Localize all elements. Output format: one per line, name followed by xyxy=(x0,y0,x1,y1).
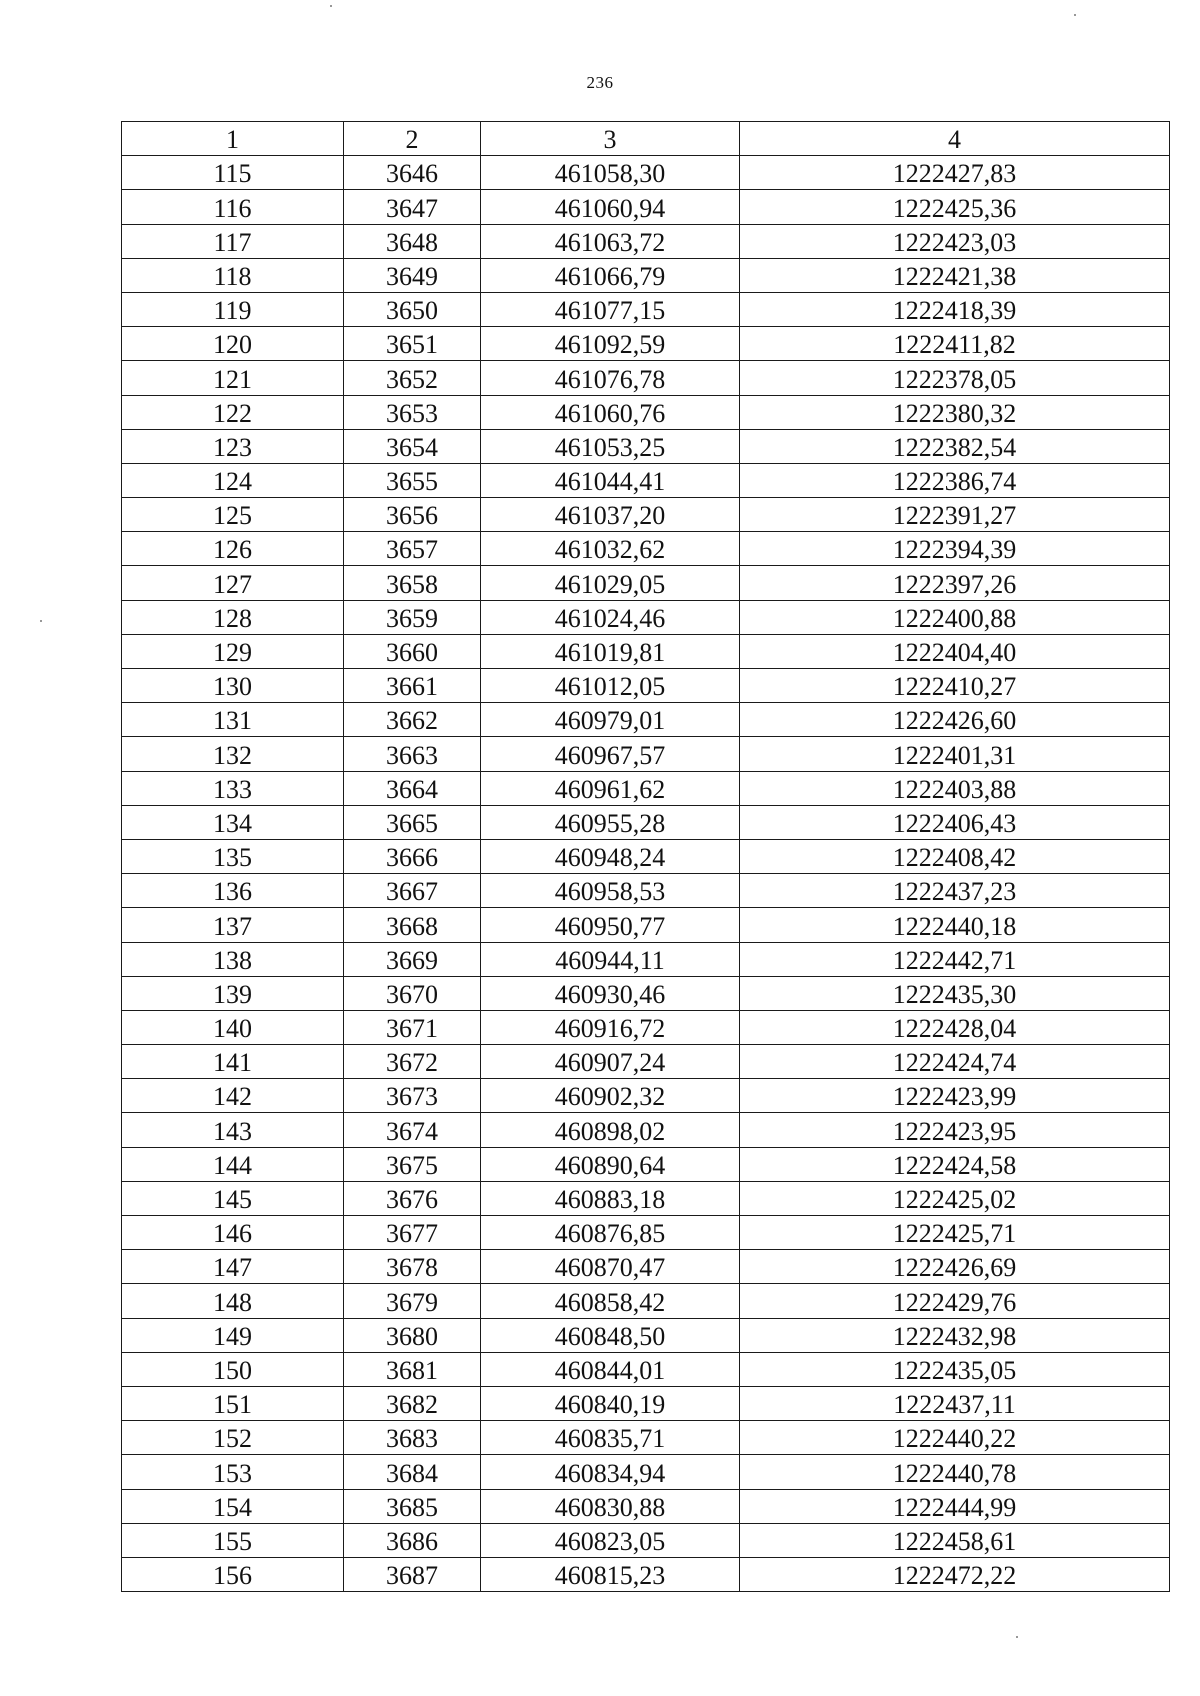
cell-point-number: 116 xyxy=(122,190,344,224)
cell-coordinate-y: 1222426,69 xyxy=(740,1250,1170,1284)
column-header-2: 2 xyxy=(344,122,481,156)
table-row xyxy=(122,1352,1170,1386)
cell-coordinate-x: 460823,05 xyxy=(481,1523,740,1557)
cell-coordinate-y: 1222425,71 xyxy=(740,1216,1170,1250)
cell-point-number: 143 xyxy=(122,1113,344,1147)
cell-point-id: 3651 xyxy=(344,327,481,361)
cell-point-number: 129 xyxy=(122,634,344,668)
cell-point-id: 3677 xyxy=(344,1216,481,1250)
table-row xyxy=(122,463,1170,497)
cell-point-number: 146 xyxy=(122,1216,344,1250)
cell-coordinate-y: 1222428,04 xyxy=(740,1010,1170,1044)
cell-coordinate-y: 1222425,36 xyxy=(740,190,1170,224)
cell-coordinate-x: 461077,15 xyxy=(481,292,740,326)
cell-point-id: 3673 xyxy=(344,1079,481,1113)
cell-coordinate-x: 461063,72 xyxy=(481,224,740,258)
cell-coordinate-x: 460950,77 xyxy=(481,908,740,942)
cell-coordinate-y: 1222397,26 xyxy=(740,566,1170,600)
table-row xyxy=(122,327,1170,361)
cell-coordinate-y: 1222472,22 xyxy=(740,1557,1170,1591)
cell-point-number: 144 xyxy=(122,1147,344,1181)
cell-point-number: 121 xyxy=(122,361,344,395)
cell-point-id: 3672 xyxy=(344,1045,481,1079)
table-row xyxy=(122,429,1170,463)
table-row xyxy=(122,1489,1170,1523)
cell-point-number: 140 xyxy=(122,1010,344,1044)
cell-point-number: 130 xyxy=(122,669,344,703)
cell-coordinate-x: 461076,78 xyxy=(481,361,740,395)
cell-coordinate-y: 1222440,18 xyxy=(740,908,1170,942)
cell-point-number: 131 xyxy=(122,703,344,737)
cell-coordinate-x: 461092,59 xyxy=(481,327,740,361)
cell-coordinate-y: 1222426,60 xyxy=(740,703,1170,737)
cell-point-number: 148 xyxy=(122,1284,344,1318)
cell-coordinate-x: 460876,85 xyxy=(481,1216,740,1250)
cell-point-number: 118 xyxy=(122,258,344,292)
cell-point-id: 3656 xyxy=(344,498,481,532)
cell-coordinate-y: 1222427,83 xyxy=(740,156,1170,190)
cell-point-number: 152 xyxy=(122,1421,344,1455)
cell-coordinate-x: 460858,42 xyxy=(481,1284,740,1318)
cell-coordinate-y: 1222418,39 xyxy=(740,292,1170,326)
cell-coordinate-y: 1222435,05 xyxy=(740,1352,1170,1386)
cell-point-id: 3646 xyxy=(344,156,481,190)
table-row xyxy=(122,292,1170,326)
cell-coordinate-x: 461037,20 xyxy=(481,498,740,532)
cell-coordinate-y: 1222382,54 xyxy=(740,429,1170,463)
cell-point-number: 155 xyxy=(122,1523,344,1557)
cell-point-id: 3663 xyxy=(344,737,481,771)
cell-point-id: 3647 xyxy=(344,190,481,224)
table-row xyxy=(122,1216,1170,1250)
cell-point-number: 154 xyxy=(122,1489,344,1523)
cell-coordinate-y: 1222400,88 xyxy=(740,600,1170,634)
cell-point-id: 3671 xyxy=(344,1010,481,1044)
cell-coordinate-x: 461044,41 xyxy=(481,463,740,497)
table-row xyxy=(122,1147,1170,1181)
cell-point-number: 120 xyxy=(122,327,344,361)
table-row xyxy=(122,1455,1170,1489)
table-row xyxy=(122,1045,1170,1079)
cell-coordinate-y: 1222437,23 xyxy=(740,874,1170,908)
cell-point-number: 147 xyxy=(122,1250,344,1284)
cell-point-number: 145 xyxy=(122,1181,344,1215)
table-row xyxy=(122,1250,1170,1284)
cell-coordinate-y: 1222410,27 xyxy=(740,669,1170,703)
cell-coordinate-x: 460834,94 xyxy=(481,1455,740,1489)
cell-coordinate-y: 1222442,71 xyxy=(740,942,1170,976)
table-row xyxy=(122,908,1170,942)
cell-coordinate-y: 1222424,58 xyxy=(740,1147,1170,1181)
cell-point-id: 3666 xyxy=(344,839,481,873)
cell-point-id: 3660 xyxy=(344,634,481,668)
cell-coordinate-x: 460961,62 xyxy=(481,771,740,805)
cell-coordinate-x: 461058,30 xyxy=(481,156,740,190)
cell-point-id: 3664 xyxy=(344,771,481,805)
cell-coordinate-y: 1222423,03 xyxy=(740,224,1170,258)
cell-point-number: 119 xyxy=(122,292,344,326)
cell-coordinate-x: 461024,46 xyxy=(481,600,740,634)
cell-coordinate-y: 1222444,99 xyxy=(740,1489,1170,1523)
table-row xyxy=(122,874,1170,908)
cell-coordinate-y: 1222423,95 xyxy=(740,1113,1170,1147)
cell-coordinate-y: 1222421,38 xyxy=(740,258,1170,292)
table-row xyxy=(122,156,1170,190)
cell-point-number: 126 xyxy=(122,532,344,566)
cell-point-number: 122 xyxy=(122,395,344,429)
cell-coordinate-x: 461012,05 xyxy=(481,669,740,703)
cell-coordinate-x: 460930,46 xyxy=(481,976,740,1010)
cell-point-id: 3655 xyxy=(344,463,481,497)
scan-speck xyxy=(1074,14,1076,16)
table-row xyxy=(122,224,1170,258)
scan-speck xyxy=(330,5,332,7)
cell-point-id: 3654 xyxy=(344,429,481,463)
cell-point-number: 153 xyxy=(122,1455,344,1489)
cell-point-number: 150 xyxy=(122,1352,344,1386)
cell-coordinate-y: 1222429,76 xyxy=(740,1284,1170,1318)
cell-point-number: 142 xyxy=(122,1079,344,1113)
cell-point-id: 3679 xyxy=(344,1284,481,1318)
cell-point-number: 141 xyxy=(122,1045,344,1079)
cell-point-number: 127 xyxy=(122,566,344,600)
cell-coordinate-x: 460835,71 xyxy=(481,1421,740,1455)
table-body xyxy=(122,156,1170,1592)
header-row xyxy=(122,122,1170,156)
cell-point-number: 136 xyxy=(122,874,344,908)
table-row xyxy=(122,395,1170,429)
cell-coordinate-x: 460870,47 xyxy=(481,1250,740,1284)
cell-coordinate-x: 460848,50 xyxy=(481,1318,740,1352)
column-header-4: 4 xyxy=(740,122,1170,156)
cell-coordinate-y: 1222406,43 xyxy=(740,805,1170,839)
cell-point-id: 3682 xyxy=(344,1386,481,1420)
cell-point-id: 3649 xyxy=(344,258,481,292)
cell-point-number: 137 xyxy=(122,908,344,942)
cell-coordinate-y: 1222380,32 xyxy=(740,395,1170,429)
cell-coordinate-x: 460944,11 xyxy=(481,942,740,976)
cell-point-number: 138 xyxy=(122,942,344,976)
cell-coordinate-x: 460902,32 xyxy=(481,1079,740,1113)
table-row xyxy=(122,669,1170,703)
cell-coordinate-y: 1222378,05 xyxy=(740,361,1170,395)
cell-coordinate-x: 461029,05 xyxy=(481,566,740,600)
table-row xyxy=(122,703,1170,737)
cell-point-id: 3650 xyxy=(344,292,481,326)
cell-point-number: 132 xyxy=(122,737,344,771)
cell-point-id: 3659 xyxy=(344,600,481,634)
cell-coordinate-x: 461053,25 xyxy=(481,429,740,463)
cell-coordinate-x: 460883,18 xyxy=(481,1181,740,1215)
table-row xyxy=(122,771,1170,805)
cell-point-id: 3668 xyxy=(344,908,481,942)
cell-point-id: 3681 xyxy=(344,1352,481,1386)
cell-coordinate-x: 460958,53 xyxy=(481,874,740,908)
table-row xyxy=(122,805,1170,839)
table-row xyxy=(122,498,1170,532)
table-row xyxy=(122,361,1170,395)
cell-coordinate-x: 460898,02 xyxy=(481,1113,740,1147)
table-row xyxy=(122,600,1170,634)
cell-coordinate-y: 1222432,98 xyxy=(740,1318,1170,1352)
cell-point-id: 3657 xyxy=(344,532,481,566)
table-row xyxy=(122,532,1170,566)
cell-coordinate-y: 1222458,61 xyxy=(740,1523,1170,1557)
cell-coordinate-y: 1222424,74 xyxy=(740,1045,1170,1079)
cell-point-id: 3653 xyxy=(344,395,481,429)
cell-coordinate-x: 460840,19 xyxy=(481,1386,740,1420)
table-row xyxy=(122,634,1170,668)
cell-point-id: 3685 xyxy=(344,1489,481,1523)
table-row xyxy=(122,566,1170,600)
table-row xyxy=(122,1113,1170,1147)
cell-point-id: 3687 xyxy=(344,1557,481,1591)
cell-point-id: 3667 xyxy=(344,874,481,908)
cell-point-number: 124 xyxy=(122,463,344,497)
cell-point-number: 115 xyxy=(122,156,344,190)
cell-point-number: 134 xyxy=(122,805,344,839)
cell-coordinate-y: 1222411,82 xyxy=(740,327,1170,361)
cell-coordinate-y: 1222404,40 xyxy=(740,634,1170,668)
cell-point-number: 135 xyxy=(122,839,344,873)
cell-coordinate-x: 460907,24 xyxy=(481,1045,740,1079)
scan-speck xyxy=(1016,1636,1018,1638)
cell-coordinate-x: 460948,24 xyxy=(481,839,740,873)
cell-point-id: 3676 xyxy=(344,1181,481,1215)
cell-coordinate-y: 1222401,31 xyxy=(740,737,1170,771)
cell-coordinate-x: 460955,28 xyxy=(481,805,740,839)
cell-point-number: 156 xyxy=(122,1557,344,1591)
cell-coordinate-y: 1222435,30 xyxy=(740,976,1170,1010)
table-row xyxy=(122,1318,1170,1352)
table-row xyxy=(122,1079,1170,1113)
scan-speck xyxy=(40,620,42,622)
table-row xyxy=(122,1284,1170,1318)
table-row xyxy=(122,976,1170,1010)
cell-coordinate-y: 1222408,42 xyxy=(740,839,1170,873)
cell-point-id: 3675 xyxy=(344,1147,481,1181)
cell-point-id: 3662 xyxy=(344,703,481,737)
cell-coordinate-x: 461032,62 xyxy=(481,532,740,566)
cell-coordinate-y: 1222391,27 xyxy=(740,498,1170,532)
table-row xyxy=(122,1557,1170,1591)
cell-point-id: 3652 xyxy=(344,361,481,395)
coordinates-table xyxy=(121,121,1170,1592)
table-row xyxy=(122,1523,1170,1557)
cell-point-id: 3648 xyxy=(344,224,481,258)
cell-coordinate-y: 1222403,88 xyxy=(740,771,1170,805)
cell-point-number: 133 xyxy=(122,771,344,805)
table-row xyxy=(122,1421,1170,1455)
cell-coordinate-y: 1222425,02 xyxy=(740,1181,1170,1215)
cell-point-number: 139 xyxy=(122,976,344,1010)
cell-point-id: 3684 xyxy=(344,1455,481,1489)
cell-coordinate-x: 461060,76 xyxy=(481,395,740,429)
cell-point-id: 3686 xyxy=(344,1523,481,1557)
table-row xyxy=(122,258,1170,292)
table-row xyxy=(122,737,1170,771)
cell-coordinate-x: 460844,01 xyxy=(481,1352,740,1386)
cell-point-id: 3658 xyxy=(344,566,481,600)
cell-coordinate-x: 461066,79 xyxy=(481,258,740,292)
cell-coordinate-y: 1222440,22 xyxy=(740,1421,1170,1455)
cell-point-id: 3674 xyxy=(344,1113,481,1147)
cell-point-number: 151 xyxy=(122,1386,344,1420)
cell-point-id: 3661 xyxy=(344,669,481,703)
cell-coordinate-x: 460830,88 xyxy=(481,1489,740,1523)
page-number: 236 xyxy=(586,73,614,92)
cell-point-number: 128 xyxy=(122,600,344,634)
table-row xyxy=(122,1386,1170,1420)
cell-coordinate-y: 1222386,74 xyxy=(740,463,1170,497)
table-row xyxy=(122,839,1170,873)
table-row xyxy=(122,190,1170,224)
cell-coordinate-x: 460890,64 xyxy=(481,1147,740,1181)
cell-point-id: 3665 xyxy=(344,805,481,839)
cell-point-id: 3670 xyxy=(344,976,481,1010)
cell-coordinate-x: 460979,01 xyxy=(481,703,740,737)
column-header-1: 1 xyxy=(122,122,344,156)
cell-point-number: 123 xyxy=(122,429,344,463)
cell-point-number: 117 xyxy=(122,224,344,258)
cell-point-id: 3678 xyxy=(344,1250,481,1284)
cell-point-id: 3680 xyxy=(344,1318,481,1352)
cell-coordinate-y: 1222437,11 xyxy=(740,1386,1170,1420)
cell-coordinate-x: 460815,23 xyxy=(481,1557,740,1591)
cell-coordinate-x: 460967,57 xyxy=(481,737,740,771)
cell-coordinate-y: 1222394,39 xyxy=(740,532,1170,566)
cell-coordinate-y: 1222440,78 xyxy=(740,1455,1170,1489)
cell-point-id: 3683 xyxy=(344,1421,481,1455)
table-row xyxy=(122,942,1170,976)
table-header xyxy=(122,122,1170,156)
cell-point-id: 3669 xyxy=(344,942,481,976)
cell-coordinate-y: 1222423,99 xyxy=(740,1079,1170,1113)
cell-point-number: 125 xyxy=(122,498,344,532)
cell-coordinate-x: 460916,72 xyxy=(481,1010,740,1044)
cell-coordinate-x: 461060,94 xyxy=(481,190,740,224)
column-header-3: 3 xyxy=(481,122,740,156)
cell-coordinate-x: 461019,81 xyxy=(481,634,740,668)
cell-point-number: 149 xyxy=(122,1318,344,1352)
table-row xyxy=(122,1181,1170,1215)
table-row xyxy=(122,1010,1170,1044)
